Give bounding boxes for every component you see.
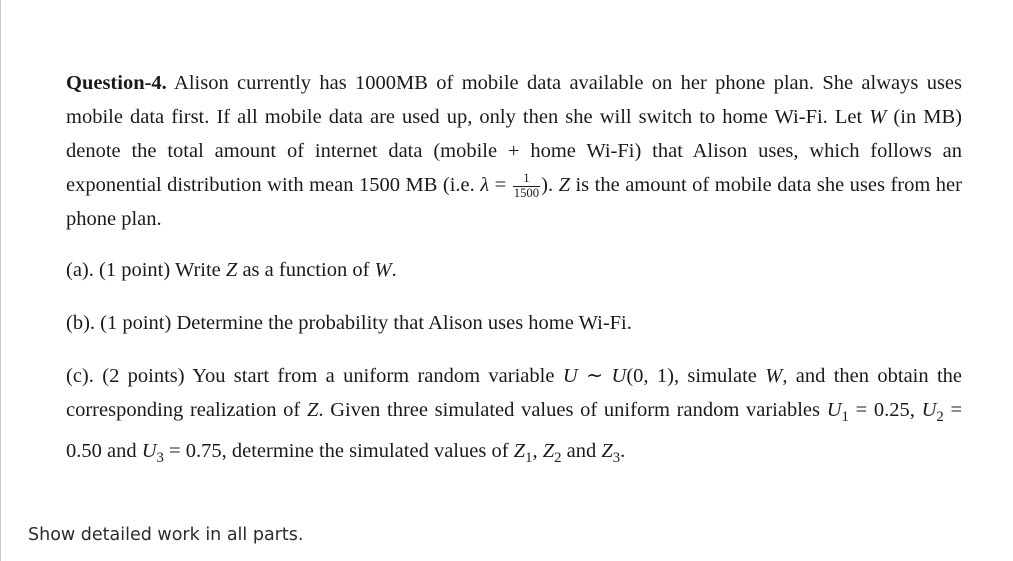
part-a: (a). (1 point) Write Z as a function of W. xyxy=(66,259,397,281)
instructions-note: Show detailed work in all parts. xyxy=(28,525,304,545)
question-block xyxy=(66,66,963,467)
part-c: (c). (2 points) You start from a uniform random variable U ∼ U(0, 1), simulate W, and then obtain the corresponding realization of Z. Given three simulated values of uniform random variables $U_1 = 0.25$, $U_2 = 0.50$ and $U_3 = 0.75$, determine the simulated values of $Z_1$, $Z_2$ and $Z_3$. xyxy=(66,365,963,467)
question-heading: Question-4. xyxy=(66,72,167,94)
part-b: (b). (1 point) Determine the probability that Alison uses home Wi-Fi. xyxy=(66,312,632,334)
rate-fraction: $\frac{1}{1500}$ xyxy=(513,171,540,200)
question-intro: Question-4. Alison currently has 1000MB of mobile data available on her phone plan. She always uses mobile data first. If all mobile data are used up, only then she will switch to home Wi-Fi. Let W (in MB) denote the total amount of internet data (mobile + home Wi-Fi) that Alison uses, which follows an exponential distribution with mean 1500 MB (i.e. λ = $\frac{1}{1500}$ ). Z is the amount of mobile data she uses from her phone plan. xyxy=(66,72,962,230)
left-border-rule xyxy=(0,0,1,561)
